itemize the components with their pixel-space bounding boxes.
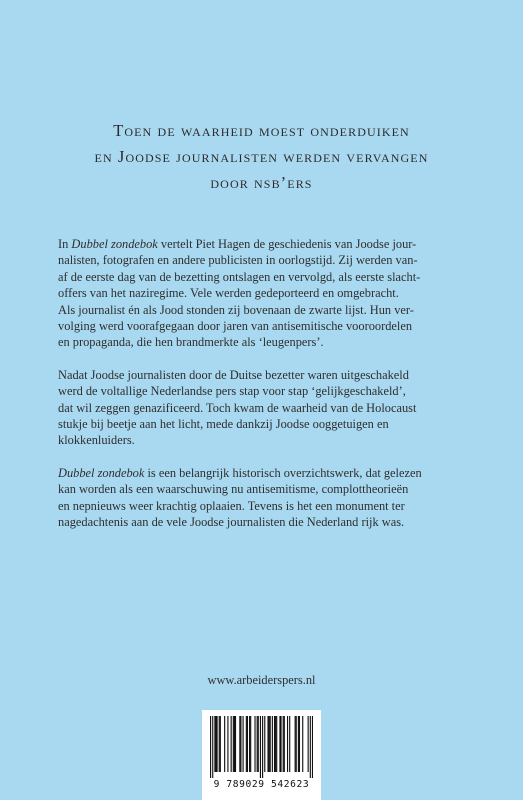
barcode-bar (298, 716, 299, 772)
blurb-text: af de eerste dag van de bezetting ontslagen en vervolgd, als eerste slacht- (58, 269, 421, 284)
blurb-text: en nepnieuws weer krachtig oplaaien. Tevens is het een monument ter (58, 498, 405, 513)
blurb-line (58, 481, 468, 497)
blurb-line (58, 367, 468, 383)
barcode-bar (287, 716, 288, 772)
barcode-bar (295, 716, 296, 772)
blurb-text: In (58, 237, 72, 251)
blurb-text: werd de voltallige Nederlandse pers stap voor stap ‘gelijkgeschakeld’, (58, 384, 406, 399)
barcode-bar (272, 716, 273, 772)
barcode-bar (243, 716, 244, 772)
blurb-text: klokkenluiders. (58, 433, 135, 448)
barcode-bar (214, 716, 215, 772)
barcode-bar (240, 716, 241, 772)
blurb-text: nalisten, fotografen en andere publicisten in oorlogstijd. Zij werden van- (58, 253, 418, 268)
barcode-bar (239, 716, 240, 772)
barcode-bar (279, 716, 280, 772)
blurb-paragraph (58, 236, 468, 351)
book-title-italic: Dubbel zondebok (58, 465, 145, 480)
blurb-text: offers van het naziregime. Vele werden gedeporteerd en omgebracht. (58, 286, 399, 301)
barcode-bar (249, 716, 250, 772)
blurb-line (58, 498, 468, 514)
blurb-paragraph (58, 465, 468, 531)
blurb-text: is een belangrijk historisch overzichtswerk, dat gelezen (144, 465, 422, 480)
barcode-bar (274, 716, 275, 772)
blurb-line (58, 465, 468, 481)
barcode-bar (270, 716, 271, 772)
blurb-paragraph (58, 367, 468, 449)
barcode-bar (308, 716, 309, 772)
blurb-text: Nadat Joodse journalisten door de Duitse bezetter waren uitgeschakeld (58, 367, 409, 382)
headline-line-3: door nsb’ers (210, 173, 313, 192)
blurb-line (58, 302, 468, 318)
headline-line-2: en Joodse journalisten werden vervangen (94, 147, 429, 166)
barcode-bar (260, 716, 261, 778)
barcode-bar (246, 716, 247, 772)
barcode-bar (224, 716, 225, 772)
barcode-bar (312, 716, 313, 778)
barcode-bar (267, 716, 268, 772)
barcode-bar (264, 716, 265, 772)
barcode-bar (233, 716, 234, 772)
publisher-website: www.arbeiderspers.nl (207, 673, 316, 687)
barcode-bar (257, 716, 258, 772)
blurb-line (58, 252, 468, 268)
barcode-bar (276, 716, 277, 772)
blurb-text: dat wil zeggen genazificeerd. Toch kwam de waarheid van de Holocaust (58, 400, 417, 415)
barcode-bar (231, 716, 232, 772)
barcode-bar (258, 716, 259, 772)
barcode-bar (302, 716, 303, 772)
barcode-bar (280, 716, 281, 772)
barcode-bar (210, 716, 211, 778)
barcode-bar (284, 716, 285, 772)
blurb-line (58, 269, 468, 285)
barcode-bar (262, 716, 263, 778)
blurb-line (58, 416, 468, 432)
blurb-line (58, 383, 468, 399)
blurb-text: kan worden als een waarschuwing nu antisemitisme, complottheorieën (58, 482, 409, 497)
barcode-bar (283, 716, 284, 772)
barcode-bar (215, 716, 216, 772)
barcode-digits: 9 789029 542623 (213, 779, 310, 790)
blurb-text: vertelt Piet Hagen de geschiedenis van Joodse jour- (157, 237, 417, 251)
blurb-line (58, 514, 468, 530)
barcode-bar (269, 716, 270, 772)
barcode-bar (235, 716, 236, 772)
barcode-bar (234, 716, 235, 772)
barcode (210, 716, 313, 778)
barcode-bar (310, 716, 311, 778)
barcode-bar (275, 716, 276, 772)
barcode-bar (220, 716, 221, 772)
blurb-text: stukje bij beetje aan het licht, mede dankzij Joodse ooggetuigen en (58, 417, 389, 432)
blurb-line (58, 432, 468, 448)
blurb-text: volging werd voorafgegaan door jaren van antisemitische vooroordelen (58, 319, 413, 334)
barcode-bar (299, 716, 300, 772)
barcode-bar (217, 716, 218, 772)
book-title-italic: Dubbel zondebok (71, 237, 158, 251)
barcode-bar (254, 716, 255, 772)
blurb-line (58, 334, 468, 350)
barcode-bar (296, 716, 297, 772)
blurb-line (58, 236, 468, 252)
barcode-bar (247, 716, 248, 772)
blurb-text: nagedachtenis aan de vele Joodse journalisten die Nederland rijk was. (58, 515, 405, 530)
barcode-bar (289, 716, 290, 772)
blurb-text: en propaganda, die hen brandmerkte als ‘leugenpers’. (58, 335, 324, 350)
barcode-bar (227, 716, 228, 772)
headline (0, 118, 523, 196)
barcode-bar (219, 716, 220, 772)
barcode-bar (250, 716, 251, 772)
barcode-bar (212, 716, 213, 778)
blurb-line (58, 318, 468, 334)
barcode-box (202, 710, 321, 800)
blurb-line (58, 400, 468, 416)
blurb-text: Als journalist én als Jood stonden zij bovenaan de zwarte lijst. Hun ver- (58, 302, 414, 317)
blurb (58, 236, 468, 547)
headline-line-1: Toen de waarheid moest onderduiken (113, 121, 410, 140)
blurb-line (58, 285, 468, 301)
